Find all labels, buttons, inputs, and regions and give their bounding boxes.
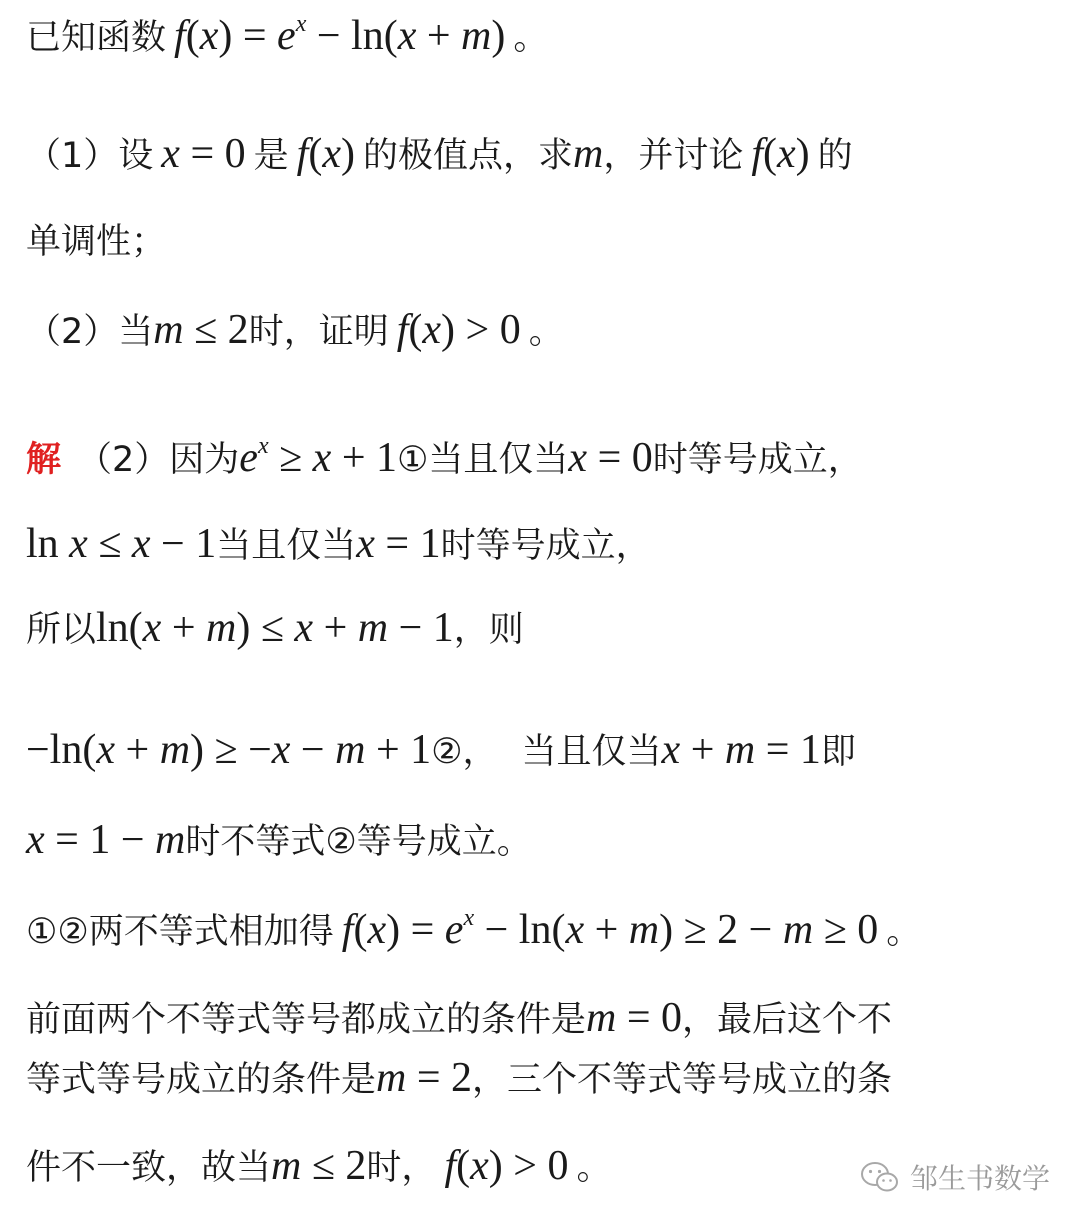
text-segment: ②， [431,732,498,772]
text-segment: 时不等式②等号成立。 [185,822,532,862]
solution-line-6 [26,905,922,953]
text-segment: 单调性； [26,222,167,262]
solution-label: 解 [26,440,62,480]
solution-line-1 [26,433,863,481]
solution-line-8 [26,1056,892,1100]
formula: m = 2 [376,1055,473,1101]
formula: m = 0 [586,995,683,1041]
solution-line-9 [26,1144,611,1188]
question-2 [26,308,564,352]
text-segment: （2）当 [26,312,154,352]
formula: f(x) > 0 [444,1143,569,1189]
solution-line-7 [26,996,892,1040]
text-segment: 。 [528,312,564,352]
text-segment: 时等号成立， [652,440,863,480]
text-segment: ，最后这个不 [682,1000,893,1040]
text-segment: ，三个不等式等号成立的条 [472,1060,893,1100]
formula: x = 1 − m [26,817,186,863]
text-segment: 当且仅当 [216,526,357,566]
text-segment: 时，证明 [248,312,389,352]
formula: f(x) [296,131,355,177]
wechat-icon [860,1160,900,1194]
question-1 [26,132,853,176]
text-segment: 所以 [26,610,97,650]
formula: $e^x \ge x + 1$ [239,433,398,481]
formula: ln(x + m) ≤ x + m − 1 [96,605,454,651]
text-segment: 前面两个不等式等号都成立的条件是 [26,1000,587,1040]
text-segment: 件不一致，故当 [26,1148,272,1188]
text-segment: 。 [576,1148,612,1188]
formula: $f(x) = e^x - \ln(x + m)$ [174,11,506,59]
text-segment: 。 [886,912,922,952]
solution-line-2 [26,522,651,566]
text-segment: 。 [513,18,549,58]
watermark-text: 邹生书数学 [909,1162,1050,1195]
text-segment: （2）因为 [77,440,240,480]
text-segment: ①当且仅当 [397,440,569,480]
formula: −ln(x + m) ≥ −x − m + 1 [26,727,432,773]
text-segment: 等式等号成立的条件是 [26,1060,377,1100]
text-segment: 已知函数 [26,18,167,58]
text-segment: 当且仅当 [521,732,662,772]
text-segment: ，并讨论 [603,136,744,176]
formula: $f(x) = e^x - \ln(x + m) \ge 2 - m \ge 0$ [341,905,879,953]
formula: m ≤ 2 [271,1143,367,1189]
solution-line-4 [26,728,856,772]
text-segment: 的极值点，求 [362,136,573,176]
question-1-cont [26,220,166,264]
formula: f(x) [751,131,810,177]
watermark [860,1155,1050,1199]
text-segment: 的 [817,136,853,176]
text-segment: 是 [253,136,289,176]
problem-statement [26,11,549,59]
formula: ln x ≤ x − 1 [26,521,217,567]
text-segment: （1）设 [26,136,154,176]
formula: x = 0 [161,131,246,177]
formula: m [572,131,604,177]
text-segment: 时， [366,1148,437,1188]
text-segment: 即 [820,732,856,772]
formula: x = 0 [568,435,653,481]
text-segment: ，则 [453,610,524,650]
formula: x + m = 1 [661,727,821,773]
formula: f(x) > 0 [396,307,521,353]
text-segment: ①②两不等式相加得 [26,912,334,952]
formula: x = 1 [356,521,441,567]
solution-line-3 [26,606,524,650]
solution-line-5 [26,818,532,862]
formula: m ≤ 2 [153,307,249,353]
text-segment: 时等号成立， [440,526,651,566]
